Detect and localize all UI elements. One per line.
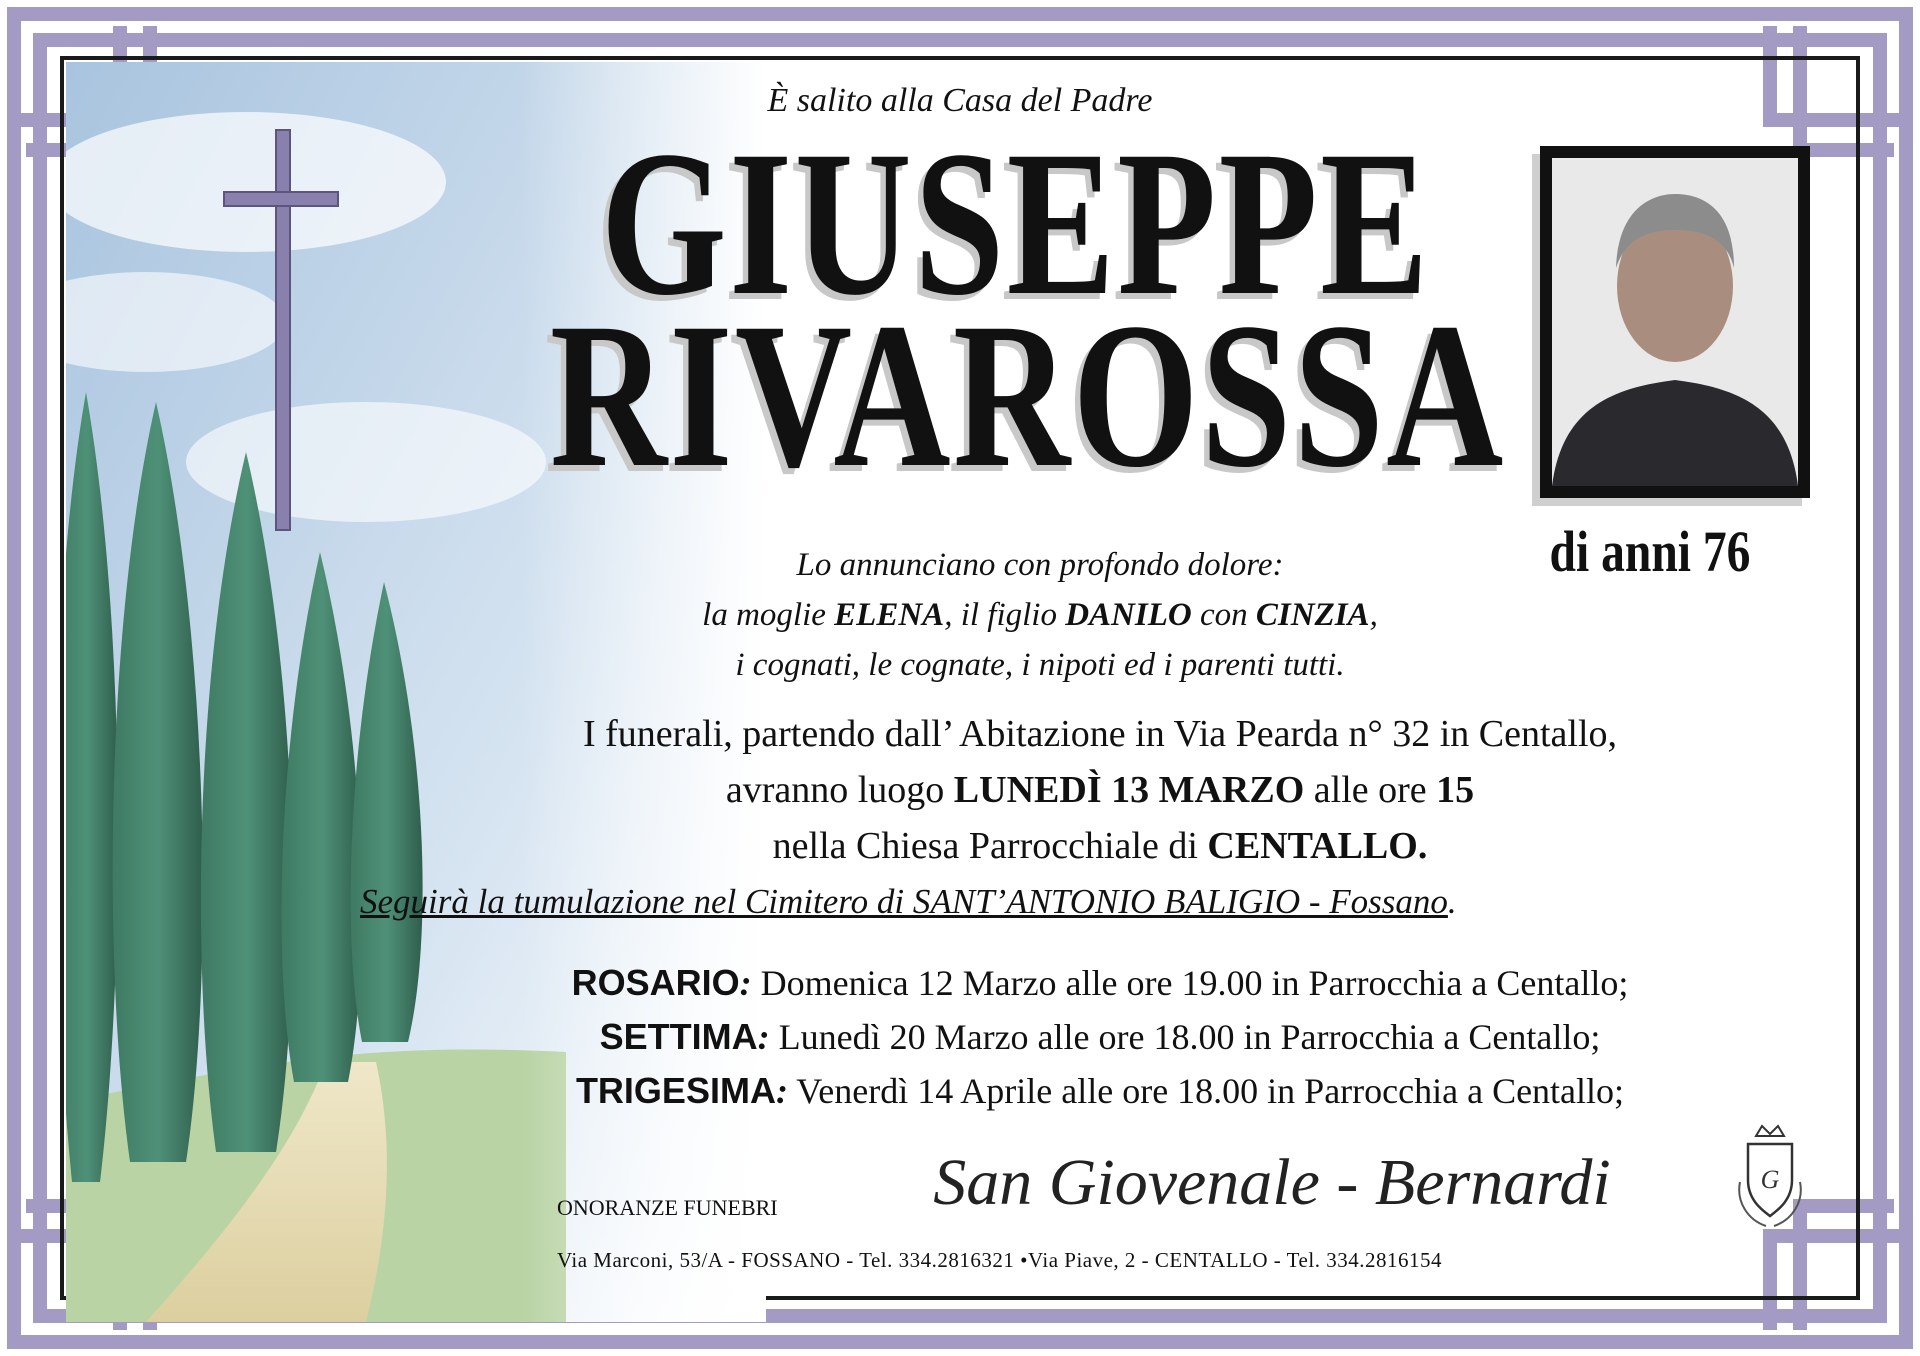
burial-line: Seguirà la tumulazione nel Cimitero di SANT’ANTONIO BALIGIO - Fossano. bbox=[360, 882, 1457, 921]
svg-text:G: G bbox=[1760, 1165, 1780, 1194]
funeral-home-address: Via Marconi, 53/A - FOSSANO - Tel. 334.2816321 •Via Piave, 2 - CENTALLO - Tel. 334.2816154 bbox=[557, 1248, 1442, 1272]
services-list bbox=[300, 956, 1900, 1118]
funeral-line: I funerali, partendo dall’ Abitazione in Via Pearda n° 32 in Centallo, bbox=[582, 713, 1618, 755]
family-name: DANILO bbox=[1065, 597, 1192, 633]
service-rosario: ROSARIO: Domenica 12 Marzo alle ore 19.00 in Parrocchia a Centallo; bbox=[571, 962, 1629, 1003]
family-name: ELENA bbox=[834, 597, 945, 633]
deceased-last-name: RIVAROSSA bbox=[549, 280, 1506, 510]
intro-line: È salito alla Casa del Padre bbox=[767, 82, 1153, 119]
funeral-crest-icon bbox=[1730, 1122, 1810, 1232]
service-trigesima: TRIGESIMA: Venerdì 14 Aprile alle ore 18.00 in Parrocchia a Centallo; bbox=[575, 1070, 1625, 1111]
funeral-town: CENTALLO. bbox=[1207, 825, 1428, 867]
announcement-block bbox=[600, 540, 1480, 690]
funeral-date-line: avranno luogo LUNEDÌ 13 MARZO alle ore 15 bbox=[725, 769, 1475, 811]
announcement-line: Lo annunciano con profondo dolore: bbox=[796, 547, 1284, 583]
portrait-photo bbox=[1552, 158, 1798, 486]
funeral-time: 15 bbox=[1436, 769, 1475, 811]
deceased-first-name: GIUSEPPE bbox=[600, 108, 1431, 338]
funeral-details bbox=[300, 706, 1900, 874]
announcement-family-line: la moglie ELENA, il figlio DANILO con CINZIA, bbox=[702, 597, 1378, 633]
funeral-home-brand: San Giovenale - Bernardi bbox=[933, 1146, 1611, 1219]
funeral-date: LUNEDÌ 13 MARZO bbox=[953, 769, 1305, 811]
age-line: di anni 76 bbox=[1549, 519, 1751, 584]
funeral-church-line: nella Chiesa Parrocchiale di CENTALLO. bbox=[772, 825, 1428, 867]
family-name: CINZIA bbox=[1255, 597, 1370, 633]
service-settima: SETTIMA: Lunedì 20 Marzo alle ore 18.00 in Parrocchia a Centallo; bbox=[599, 1016, 1601, 1057]
latin-cross-icon bbox=[220, 120, 340, 540]
announcement-line: i cognati, le cognate, i nipoti ed i parenti tutti. bbox=[735, 647, 1345, 683]
funeral-home-label: ONORANZE FUNEBRI bbox=[557, 1195, 778, 1220]
portrait-photo-frame bbox=[1540, 146, 1810, 498]
